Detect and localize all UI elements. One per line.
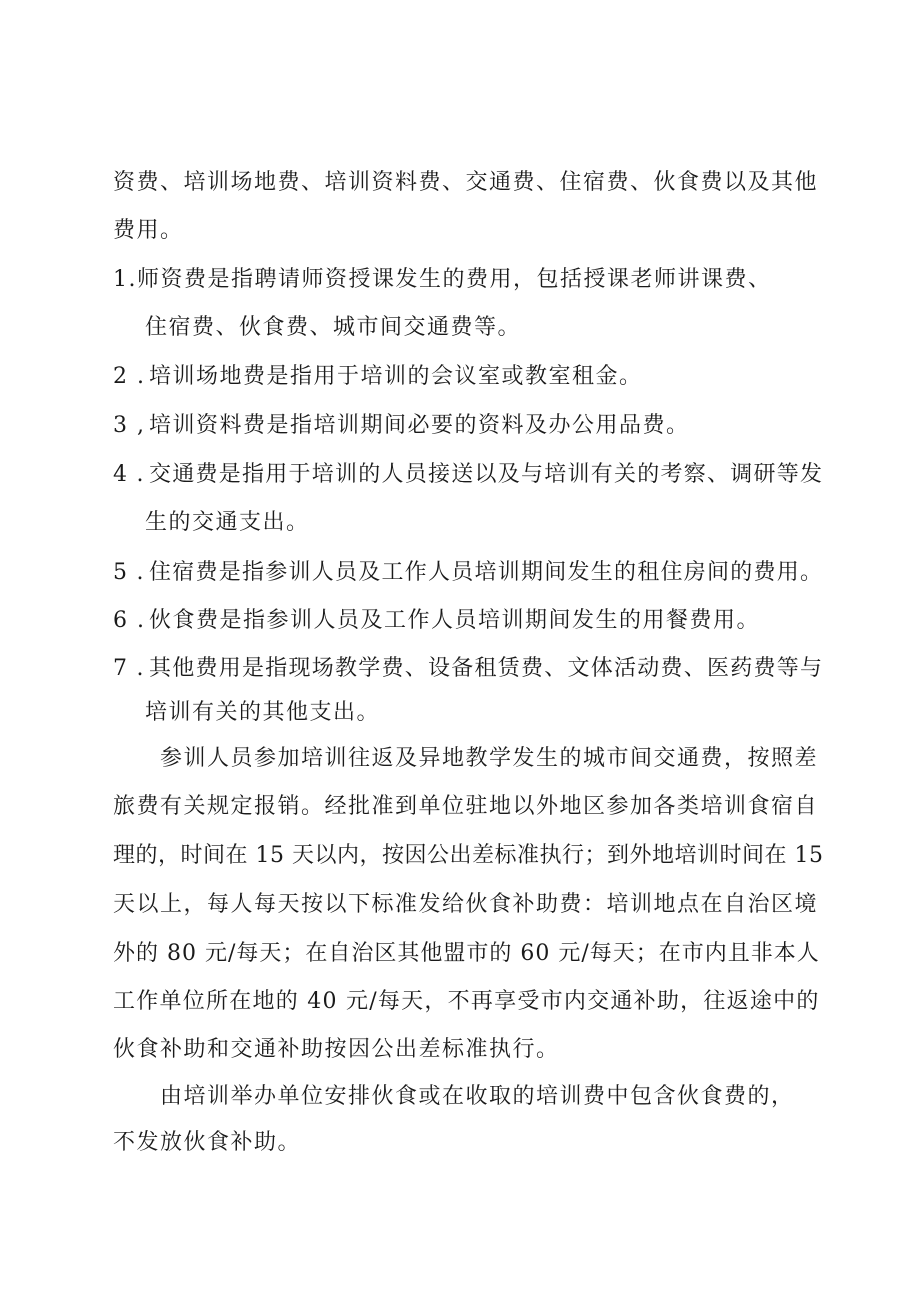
list-item-line [113, 265, 772, 295]
item-number: 7 . [113, 656, 145, 681]
item-number: 6 . [113, 608, 146, 633]
list-item-continuation: 住宿费、伙食费、城市间交通费等。 [145, 315, 522, 340]
paragraph-line: 工作单位所在地的 40 元/每天，不再享受市内交通补助，往返途中的 [113, 989, 820, 1014]
paragraph-line: 理的，时间在 15 天以内，按因公出差标准执行；到外地培训时间在 15 [113, 843, 824, 868]
item-text: 住宿费是指参训人员及工作人员培训期间发生的租住房间的费用。 [149, 560, 824, 585]
item-text: 培训场地费是指用于培训的会议室或教室租金。 [149, 364, 643, 389]
item-text: 师资费是指聘请师资授课发生的费用，包括授课老师讲课费、 [137, 267, 772, 292]
paragraph-line: 参训人员参加培训往返及异地教学发生的城市间交通费，按照差 [160, 746, 819, 771]
list-item-line [113, 558, 823, 588]
item-text: 培训资料费是指培训期间必要的资料及办公用品费。 [149, 413, 690, 438]
intro-line-2: 费用。 [113, 218, 184, 243]
item-number: 4 . [113, 462, 145, 487]
item-text: 交通费是指用于培训的人员接送以及与培训有关的考察、调研等发 [149, 462, 824, 487]
item-number: 2 . [113, 364, 146, 389]
item-number: 5 . [113, 560, 145, 585]
paragraph-line: 天以上，每人每天按以下标准发给伙食补助费：培训地点在自治区境 [113, 892, 819, 917]
list-item-line [113, 606, 760, 636]
list-item-line [113, 460, 823, 490]
list-item-continuation: 培训有关的其他支出。 [145, 700, 381, 725]
list-item-line [113, 411, 690, 441]
item-number: 3 , [113, 413, 146, 438]
paragraph-line: 旅费有关规定报销。经批准到单位驻地以外地区参加各类培训食宿自 [113, 794, 819, 819]
paragraph-line: 伙食补助和交通补助按因公出差标准执行。 [113, 1037, 560, 1062]
item-text: 其他费用是指现场教学费、设备租赁费、文体活动费、医药费等与 [149, 656, 824, 681]
list-item-line [113, 362, 643, 392]
intro-line-1: 资费、培训场地费、培训资料费、交通费、住宿费、伙食费以及其他 [113, 170, 819, 195]
paragraph-line: 外的 80 元/每天；在自治区其他盟市的 60 元/每天；在市内且非本人 [113, 941, 820, 966]
item-text: 伙食费是指参训人员及工作人员培训期间发生的用餐费用。 [149, 608, 761, 633]
paragraph-line: 不发放伙食补助。 [113, 1130, 302, 1155]
list-item-line [113, 654, 823, 684]
paragraph-line: 由培训举办单位安排伙食或在收取的培训费中包含伙食费的， [160, 1084, 795, 1109]
list-item-continuation: 生的交通支出。 [145, 510, 310, 535]
item-number: 1. [113, 267, 137, 292]
